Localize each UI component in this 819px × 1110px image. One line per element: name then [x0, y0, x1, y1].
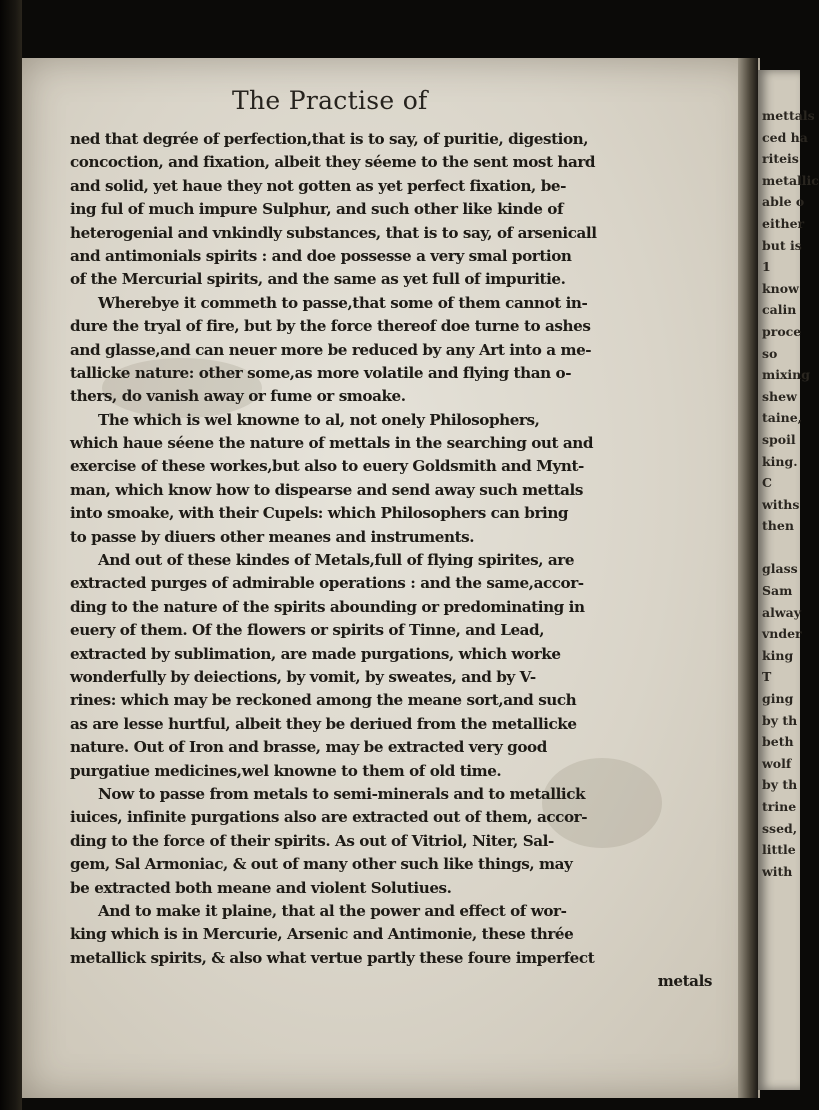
- facing-page-fragment: with: [762, 863, 793, 879]
- book-page: [22, 58, 760, 1098]
- facing-page-fragment: metallic: [762, 172, 819, 188]
- facing-page-fragment: ced ha: [762, 129, 808, 145]
- facing-page-fragment: ssed,: [762, 820, 798, 836]
- text-line: exercise of these workes,but also to euery Goldsmith and Mynt-: [70, 457, 584, 476]
- text-line: extracted by sublimation, are made purgations, which worke: [70, 644, 561, 663]
- text-line: and glasse,and can neuer more be reduced by any Art into a me-: [70, 340, 592, 359]
- facing-page-fragment: able o: [762, 194, 805, 210]
- facing-page-fragment: trine: [762, 799, 797, 814]
- text-line: dure the tryal of fire, but by the force thereof doe turne to ashes: [70, 317, 591, 336]
- text-line: And out of these kindes of Metals,full of flying spirites, are: [98, 551, 575, 570]
- text-line: ding to the nature of the spirits abounding or predominating in: [70, 597, 585, 616]
- facing-page-fragment: but is: [762, 237, 802, 253]
- facing-page-fragment: proce: [762, 323, 802, 339]
- text-line: ding to the force of their spirits. As out of Vitriol, Niter, Sal-: [70, 831, 554, 850]
- facing-page-fragment: then: [762, 518, 794, 534]
- facing-page-fragments: [758, 70, 819, 885]
- facing-page-fragment: Sam: [762, 583, 793, 599]
- text-line: king which is in Mercurie, Arsenic and Antimonie, these thrée: [70, 925, 574, 944]
- text-line: and antimonials spirits : and doe possesse a very smal portion: [70, 246, 572, 265]
- facing-page-fragment: taine,: [762, 410, 803, 426]
- facing-page-fragment: beth: [762, 734, 794, 750]
- facing-page-fragment: king: [762, 647, 794, 663]
- facing-page-fragment: so: [762, 345, 778, 361]
- facing-page-fragment: vnder: [762, 626, 802, 642]
- facing-page-fragment: 1: [762, 259, 771, 275]
- facing-page-fragment: riteis: [762, 151, 799, 167]
- facing-page-fragment: mettals: [762, 108, 815, 123]
- body-text: [70, 128, 738, 993]
- facing-page-fragment: alway: [762, 604, 801, 620]
- facing-page-fragment: shew: [762, 388, 797, 404]
- text-line: euery of them. Of the flowers or spirits of Tinne, and Lead,: [70, 621, 545, 640]
- text-line: ing ful of much impure Sulphur, and such other like kinde of: [70, 200, 564, 219]
- facing-page-fragment: king.: [762, 453, 798, 469]
- page-gutter: [738, 58, 758, 1098]
- facing-page-fragment: little: [762, 842, 796, 858]
- text-line: man, which know how to dispearse and send away such mettals: [70, 480, 583, 499]
- text-line: Wherebye it commeth to passe,that some of them cannot in-: [98, 293, 588, 312]
- text-line: metallick spirits, & also what vertue partly these foure imperfect: [70, 948, 595, 967]
- text-line: And to make it plaine, that al the power and effect of wor-: [98, 901, 567, 920]
- text-line: into smoake, with their Cupels: which Philosophers can bring: [70, 504, 569, 523]
- text-line: concoction, and fixation, albeit they séeme to the sent most hard: [70, 153, 596, 172]
- book-edge: [0, 0, 22, 1110]
- facing-page-fragment: by th: [762, 712, 798, 728]
- facing-page-fragment: glass: [762, 561, 798, 577]
- facing-page-fragment: C: [762, 475, 772, 491]
- text-line: as are lesse hurtful, albeit they be deriued from the metallicke: [70, 714, 577, 733]
- text-line: be extracted both meane and violent Solutiues.: [70, 878, 452, 897]
- catchword: metals: [657, 972, 712, 991]
- facing-page-fragment: calin: [762, 302, 797, 318]
- facing-page-fragment: [762, 540, 800, 562]
- running-head: The Practise of: [232, 86, 428, 115]
- facing-page-fragment: T: [762, 669, 772, 685]
- text-line: gem, Sal Armoniac, & out of many other such like things, may: [70, 855, 573, 874]
- facing-page-fragment: ging: [762, 691, 794, 707]
- facing-page-fragment: either: [762, 215, 805, 231]
- text-line: The which is wel knowne to al, not onely Philosophers,: [98, 410, 540, 429]
- text-line: ned that degrée of perfection,that is to say, of puritie, digestion,: [70, 130, 589, 148]
- text-line: purgatiue medicines,wel knowne to them of old time.: [70, 761, 502, 780]
- facing-page-fragment: know: [762, 280, 799, 296]
- facing-page-fragment: withs: [762, 496, 800, 512]
- text-line: to passe by diuers other meanes and instruments.: [70, 527, 475, 546]
- text-line: extracted purges of admirable operations : and the same,accor-: [70, 574, 584, 593]
- text-line: of the Mercurial spirits, and the same as yet full of impuritie.: [70, 270, 566, 289]
- text-line: tallicke nature: other some,as more volatile and flying than o-: [70, 363, 572, 382]
- text-line: nature. Out of Iron and brasse, may be extracted very good: [70, 738, 547, 757]
- text-line: rines: which may be reckoned among the meane sort,and such: [70, 691, 577, 710]
- text-line: and solid, yet haue they not gotten as yet perfect fixation, be-: [70, 176, 566, 195]
- text-line: wonderfully by deiections, by vomit, by sweates, and by V-: [70, 667, 536, 686]
- text-line: Now to passe from metals to semi-minerals and to metallick: [98, 784, 586, 803]
- text-line: thers, do vanish away or fume or smoake.: [70, 387, 406, 406]
- facing-page-fragment: by th: [762, 777, 798, 793]
- text-line: iuices, infinite purgations also are extracted out of them, accor-: [70, 808, 588, 827]
- facing-page-fragment: spoil: [762, 431, 796, 447]
- text-line: which haue séene the nature of mettals in the searching out and: [70, 434, 594, 453]
- facing-page-fragment: wolf: [762, 755, 792, 771]
- facing-page: [758, 70, 819, 1090]
- text-line: heterogenial and vnkindly substances, that is to say, of arsenicall: [70, 223, 597, 242]
- facing-page-fragment: mixing: [762, 367, 811, 383]
